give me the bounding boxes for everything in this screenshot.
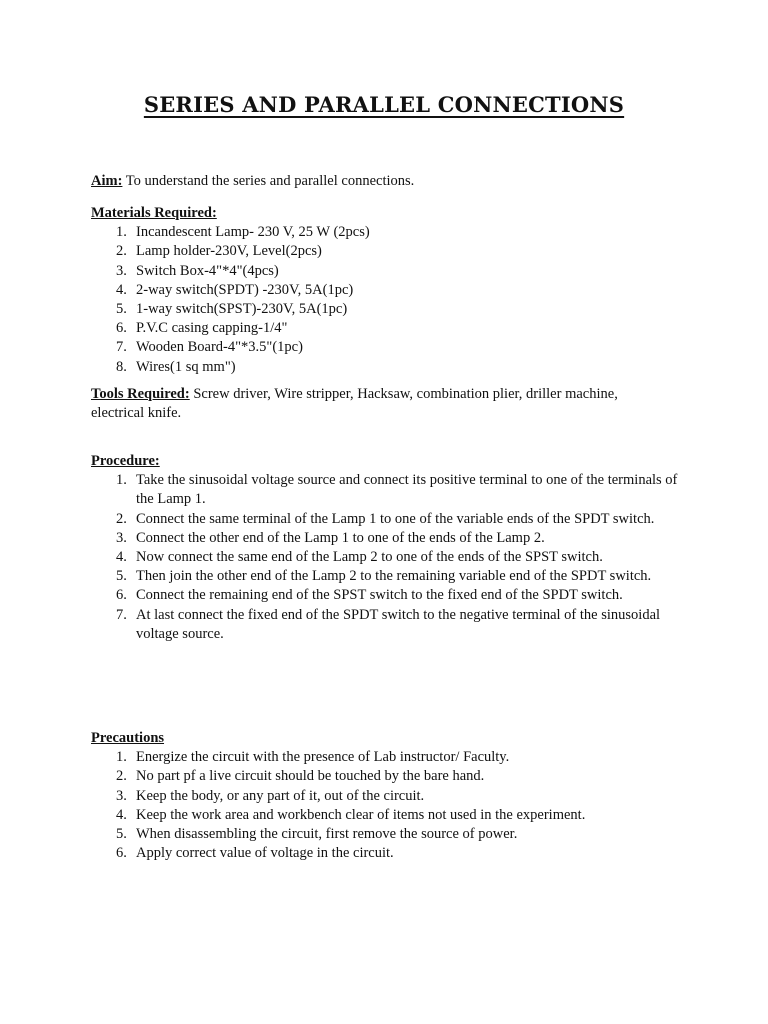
list-item: 4. Now connect the same end of the Lamp 2 to one of the ends of the SPST switch. [116,549,603,566]
page-title: SERIES AND PARALLEL CONNECTIONS [143,92,625,117]
list-item: 2. Connect the same terminal of the Lamp 1 to one of the variable ends of the SPDT switch. [116,510,655,527]
list-item-text: Switch Box-4"*4"(4pcs) [136,262,279,279]
list-item-text: Keep the work area and workbench clear of items not used in the experiment. [136,806,586,823]
tools-text: Screw driver, Wire stripper, Hacksaw, combination plier, driller machine, electrical knife. [91,386,618,422]
list-item-text: Connect the other end of the Lamp 1 to one of the ends of the Lamp 2. [136,529,545,546]
procedure-section [91,452,691,644]
list-item-text: Now connect the same end of the Lamp 2 to one of the ends of the SPST switch. [136,549,603,566]
list-item-text: When disassembling the circuit, first remove the source of power. [136,826,518,843]
precautions-list [91,748,585,863]
list-item: 2. Lamp holder-230V, Level(2pcs) [116,243,322,260]
list-item: 1. Incandescent Lamp- 230 V, 25 W (2pcs) [116,224,370,241]
materials-list [91,223,370,377]
list-item-text: Take the sinusoidal voltage source and connect its positive terminal to one of the terminals of the Lamp 1. [136,472,678,508]
aim-text: To understand the series and parallel connections. [122,173,415,189]
list-item-text: Energize the circuit with the presence of Lab instructor/ Faculty. [136,749,510,766]
list-item-text: Wooden Board-4"*3.5"(1pc) [136,339,303,356]
list-item-text: P.V.C casing capping-1/4" [136,320,288,337]
precautions-label: Precautions [91,730,165,746]
list-item: 5. When disassembling the circuit, first remove the source of power. [116,826,518,843]
list-item: 1. Take the sinusoidal voltage source and connect its positive terminal to one of the terminals of the Lamp 1. [116,472,678,508]
list-item: 4. Keep the work area and workbench clear of items not used in the experiment. [116,806,586,823]
list-item: 2. No part pf a live circuit should be touched by the bare hand. [116,768,485,785]
procedure-label: Procedure: [91,453,160,469]
list-item: 3. Connect the other end of the Lamp 1 to one of the ends of the Lamp 2. [116,529,545,546]
tools-section [91,385,671,423]
list-item: 6. P.V.C casing capping-1/4" [116,320,288,337]
list-item-text: No part pf a live circuit should be touched by the bare hand. [136,768,485,785]
list-item: 4. 2-way switch(SPDT) -230V, 5A(1pc) [116,281,354,298]
list-item-text: At last connect the fixed end of the SPDT switch to the negative terminal of the sinusoidal voltage source. [136,606,661,642]
list-item-text: Keep the body, or any part of it, out of the circuit. [136,787,425,804]
list-item: 1. Energize the circuit with the presence of Lab instructor/ Faculty. [116,749,510,766]
list-item-text: Lamp holder-230V, Level(2pcs) [136,243,322,260]
aim-section [91,172,414,191]
list-item-text: 1-way switch(SPST)-230V, 5A(1pc) [136,301,348,318]
list-item: 6. Apply correct value of voltage in the circuit. [116,845,394,862]
list-item: 5. 1-way switch(SPST)-230V, 5A(1pc) [116,301,348,318]
tools-label: Tools Required: [91,386,190,402]
list-item: 6. Connect the remaining end of the SPST switch to the fixed end of the SPDT switch. [116,587,623,604]
list-item-text: Then join the other end of the Lamp 2 to the remaining variable end of the SPDT switch. [136,568,652,585]
list-item-text: 2-way switch(SPDT) -230V, 5A(1pc) [136,281,354,298]
list-item-text: Connect the remaining end of the SPST switch to the fixed end of the SPDT switch. [136,587,623,604]
aim-label: Aim: [91,173,123,189]
list-item: 8. Wires(1 sq mm") [116,358,236,375]
materials-label: Materials Required: [91,205,217,221]
procedure-list [91,471,691,644]
materials-section [91,204,370,377]
precautions-section [91,729,585,863]
list-item: 7. Wooden Board-4"*3.5"(1pc) [116,339,303,356]
list-item: 5. Then join the other end of the Lamp 2 to the remaining variable end of the SPDT switch. [116,568,652,585]
list-item-text: Connect the same terminal of the Lamp 1 to one of the variable ends of the SPDT switch. [136,510,655,527]
list-item-text: Apply correct value of voltage in the circuit. [136,845,394,862]
list-item: 7. At last connect the fixed end of the SPDT switch to the negative terminal of the sinusoidal voltage source. [116,606,661,642]
list-item-text: Incandescent Lamp- 230 V, 25 W (2pcs) [136,224,370,241]
list-item: 3. Keep the body, or any part of it, out of the circuit. [116,787,425,804]
list-item: 3. Switch Box-4"*4"(4pcs) [116,262,279,279]
list-item-text: Wires(1 sq mm") [136,358,236,375]
